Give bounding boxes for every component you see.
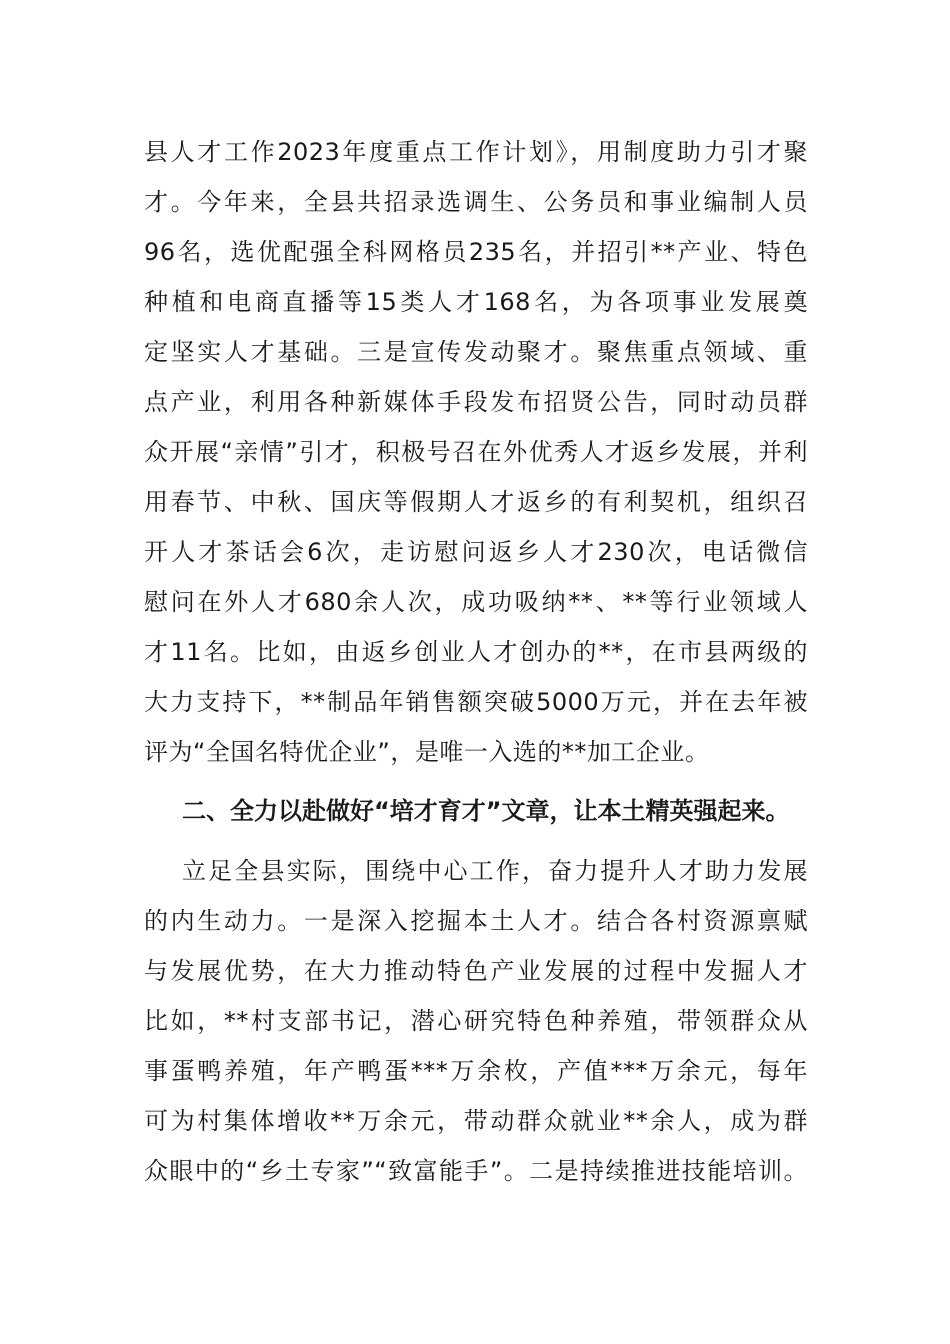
section-heading: 二、全力以赴做好“培才育才”文章，让本土精英强起来。 (182, 797, 790, 825)
paragraph-line: 县人才工作2023年度重点工作计划》，用制度助力引才聚 (144, 138, 808, 166)
paragraph-talent-cultivation (144, 846, 808, 1196)
paragraph-line: 评为“全国名特优企业”，是唯一入选的**加工企业。 (144, 738, 710, 766)
paragraph-line: 用春节、中秋、国庆等假期人才返乡的有利契机，组织召 (144, 488, 808, 516)
paragraph-line: 众开展“亲情”引才，积极号召在外优秀人才返乡发展，并利 (144, 438, 808, 466)
paragraph-line: 才。今年来，全县共招录选调生、公务员和事业编制人员 (144, 188, 808, 216)
paragraph-line: 定坚实人才基础。三是宣传发动聚才。聚焦重点领域、重 (144, 338, 808, 366)
paragraph-line: 可为村集体增收**万余元，带动群众就业**余人，成为群 (144, 1107, 808, 1135)
paragraph-line: 事蛋鸭养殖，年产鸭蛋***万余枚，产值***万余元，每年 (144, 1057, 808, 1085)
paragraph-line: 种植和电商直播等15类人才168名，为各项事业发展奠 (144, 288, 808, 316)
paragraph-line: 才11名。比如，由返乡创业人才创办的**，在市县两级的 (144, 638, 808, 666)
paragraph-line: 慰问在外人才680余人次，成功吸纳**、**等行业领域人 (144, 588, 808, 616)
paragraph-line: 大力支持下，**制品年销售额突破5000万元，并在去年被 (144, 688, 808, 716)
paragraph-talent-recruitment (144, 127, 808, 777)
paragraph-line: 开人才茶话会6次，走访慰问返乡人才230次，电话微信 (144, 538, 808, 566)
paragraph-line: 96名，选优配强全科网格员235名，并招引**产业、特色 (144, 238, 808, 266)
paragraph-line: 与发展优势，在大力推动特色产业发展的过程中发掘人才 (144, 957, 808, 985)
paragraph-line: 立足全县实际，围绕中心工作，奋力提升人才助力发展 (182, 857, 808, 885)
paragraph-line: 比如，**村支部书记，潜心研究特色种养殖，带领群众从 (144, 1007, 808, 1035)
paragraph-line: 的内生动力。一是深入挖掘本土人才。结合各村资源禀赋 (144, 907, 808, 935)
paragraph-line: 点产业，利用各种新媒体手段发布招贤公告，同时动员群 (144, 388, 808, 416)
paragraph-line: 众眼中的“乡土专家”“致富能手”。二是持续推进技能培训。 (144, 1157, 808, 1185)
